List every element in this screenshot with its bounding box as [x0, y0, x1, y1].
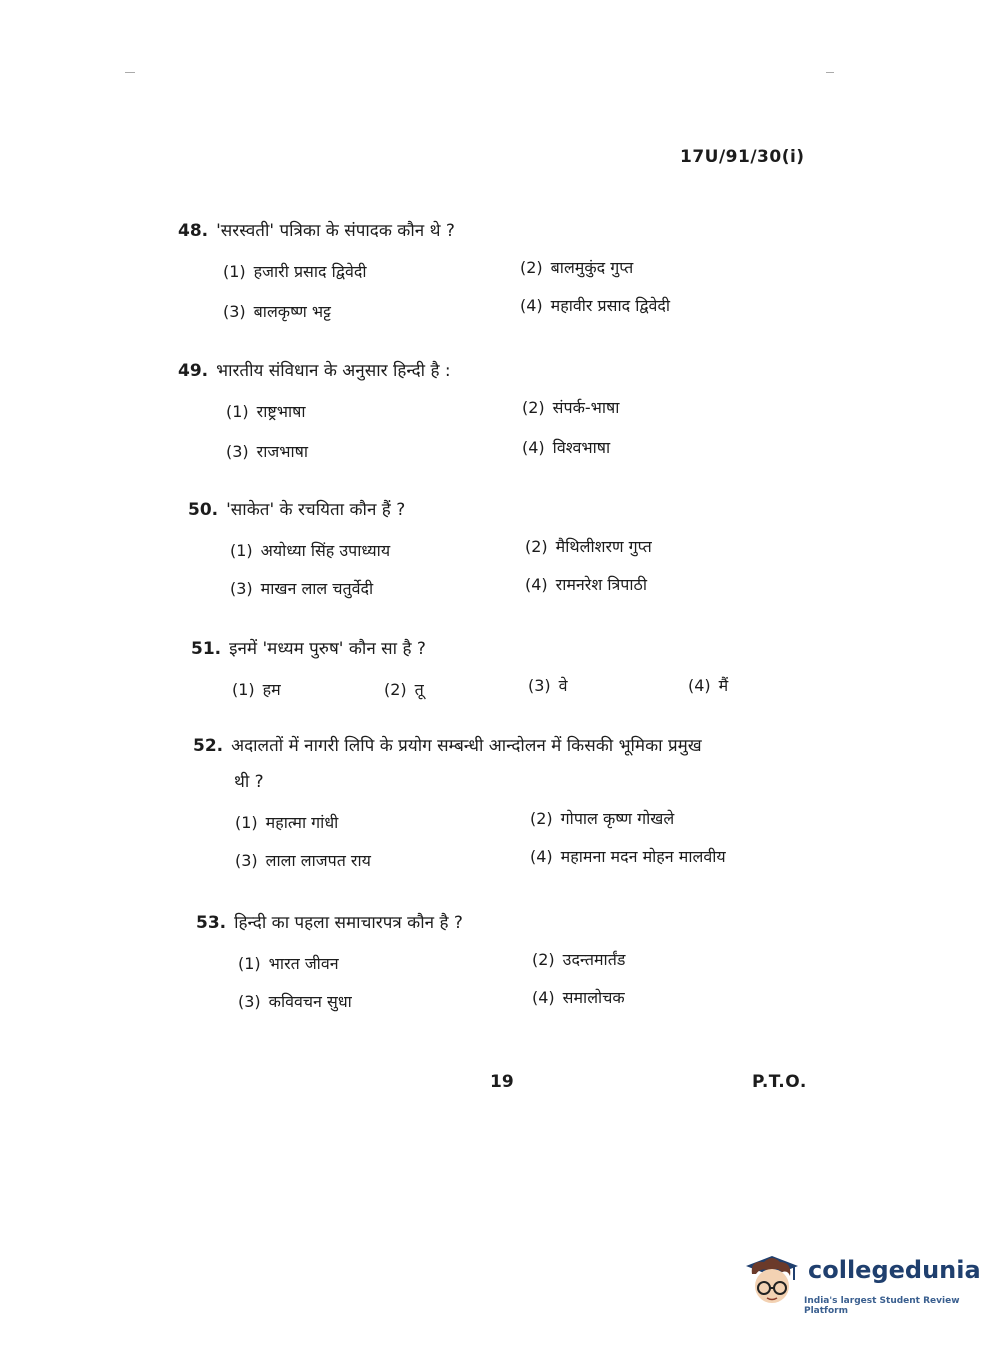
collegedunia-brand: collegedunia	[808, 1256, 981, 1284]
option-3: (3) कविवचन सुधा	[238, 992, 352, 1011]
option-2: (2) उदन्तमार्तंड	[532, 950, 626, 969]
option-4: (4) विश्वभाषा	[522, 438, 611, 457]
option-4: (4) महावीर प्रसाद द्विवेदी	[520, 296, 671, 315]
option-4: (4) समालोचक	[532, 988, 625, 1007]
option-1: (1) हम	[232, 680, 281, 699]
question-49	[178, 358, 828, 476]
question-number: 49.	[178, 361, 209, 381]
question-text: भारतीय संविधान के अनुसार हिन्दी है :	[216, 361, 451, 381]
question-text: 'साकेत' के रचयिता कौन हैं ?	[226, 500, 406, 520]
question-text: 'सरस्वती' पत्रिका के संपादक कौन थे ?	[216, 221, 455, 241]
scan-mark	[125, 72, 135, 73]
option-2: (2) गोपाल कृष्ण गोखले	[530, 809, 675, 828]
option-2: (2) मैथिलीशरण गुप्त	[525, 537, 652, 556]
question-text: हिन्दी का पहला समाचारपत्र कौन है ?	[234, 913, 463, 933]
option-3: (3) बालकृष्ण भट्ट	[223, 302, 331, 321]
option-4: (4) रामनरेश त्रिपाठी	[525, 575, 647, 594]
option-1: (1) भारत जीवन	[238, 954, 339, 973]
option-2: (2) संपर्क-भाषा	[522, 398, 620, 417]
option-4: (4) महामना मदन मोहन मालवीय	[530, 847, 726, 866]
question-number: 50.	[188, 500, 219, 520]
question-52	[178, 733, 828, 887]
option-4: (4) मैं	[688, 676, 729, 695]
option-2: (2) तू	[384, 680, 424, 699]
option-1: (1) राष्ट्रभाषा	[226, 402, 306, 421]
question-number: 51.	[191, 639, 222, 659]
question-number: 48.	[178, 221, 209, 241]
option-2: (2) बालमुकुंद गुप्त	[520, 258, 634, 277]
question-text: इनमें 'मध्यम पुरुष' कौन सा है ?	[229, 639, 426, 659]
option-3: (3) माखन लाल चतुर्वेदी	[230, 579, 374, 598]
scan-mark	[826, 72, 834, 73]
question-text-continued: थी ?	[234, 772, 264, 792]
option-1: (1) हजारी प्रसाद द्विवेदी	[223, 262, 367, 281]
collegedunia-logo-icon	[742, 1250, 802, 1310]
question-number: 53.	[196, 913, 227, 933]
option-3: (3) वे	[528, 676, 568, 695]
paper-code: 17U/91/30(i)	[680, 147, 805, 167]
page-number: 19	[490, 1072, 514, 1092]
option-1: (1) महात्मा गांधी	[235, 813, 339, 832]
option-1: (1) अयोध्या सिंह उपाध्याय	[230, 541, 391, 560]
option-3: (3) लाला लाजपत राय	[235, 851, 371, 870]
question-50	[178, 497, 828, 615]
question-48	[178, 218, 828, 336]
question-number: 52.	[193, 736, 224, 756]
question-53	[178, 910, 828, 1028]
question-text: अदालतों में नागरी लिपि के प्रयोग सम्बन्धी आन्दोलन में किसकी भूमिका प्रमुख	[231, 736, 702, 756]
pto-label: P.T.O.	[752, 1072, 807, 1092]
collegedunia-tagline: India's largest Student Review Platform	[804, 1296, 960, 1316]
question-51	[178, 636, 828, 714]
option-3: (3) राजभाषा	[226, 442, 309, 461]
